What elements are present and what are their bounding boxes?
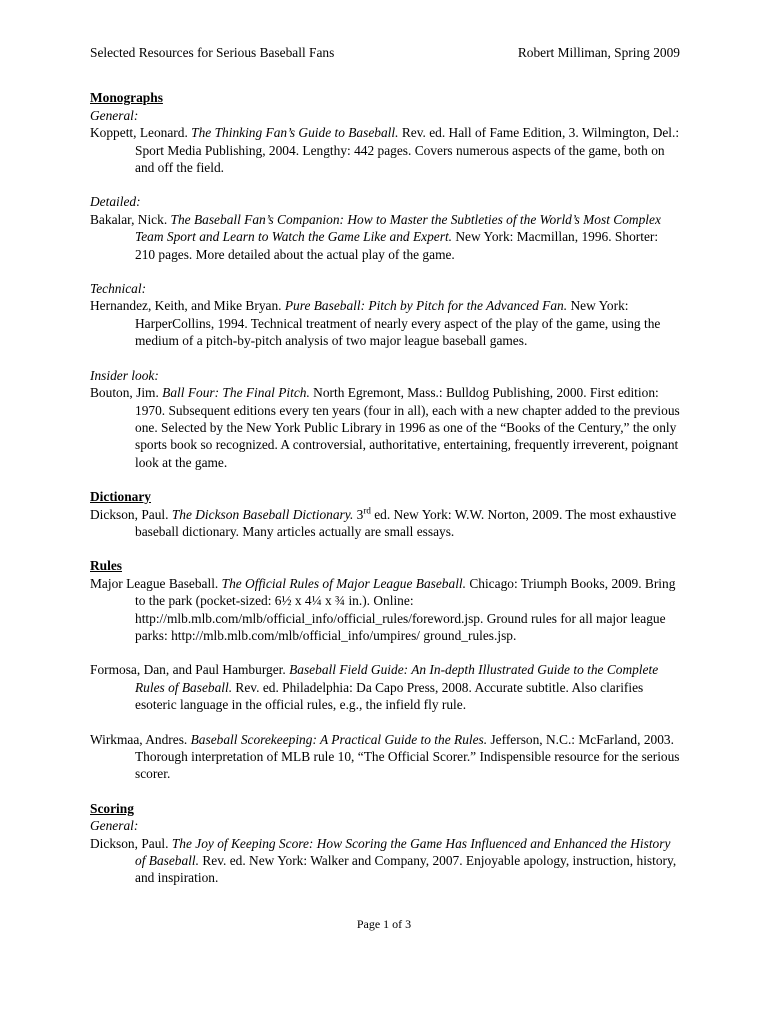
section-heading-rules: Rules (90, 558, 122, 574)
citation-details: Jefferson, N.C.: McFarland, 2003. Thorough interpretation of MLB rule 10, “The Official Scorer.” Indispensible resource for the serious scorer. (135, 731, 680, 782)
citation-details: North Egremont, Mass.: Bulldog Publishing, 2000. First edition: 1970. Subsequent editions every ten years (four in all), each with a new chapter added to the previous one. Selected by the New York Public Library in 1996 as one of the “Books of the Century,” the only sports book so recognized. A controversial, authoritative, entertaining, frequently irreverent, poignant look at the game. (135, 385, 680, 470)
citation-entry (90, 211, 680, 263)
section-heading-monographs: Monographs (90, 90, 163, 106)
citation-details: New York: Macmillan, 1996. Shorter: 210 pages. More detailed about the actual play of the game. (135, 229, 659, 262)
citation-author: Bakalar, Nick. (90, 211, 171, 227)
citation-author: Bouton, Jim. (90, 385, 163, 401)
citation-title: Baseball Scorekeeping: A Practical Guide to the Rules. (190, 731, 488, 747)
section-heading-scoring: Scoring (90, 800, 134, 816)
citation-title: The Joy of Keeping Score: How Scoring the Game Has Influenced and Enhanced the History of Baseball. (135, 835, 671, 869)
citation-title: Pure Baseball: Pitch by Pitch for the Advanced Fan. (284, 298, 568, 314)
citation-title: The Baseball Fan’s Companion: How to Master the Subtleties of the World’s Most Complex Team Sport and Learn to Watch the Game Like and Expert. (135, 211, 661, 245)
citation-details: ed. New York: W.W. Norton, 2009. The most exhaustive baseball dictionary. Many articles actually are small essays. (135, 506, 677, 539)
citation-title: The Official Rules of Major League Baseball. (221, 575, 466, 591)
citation-title: Ball Four: The Final Pitch. (162, 385, 310, 401)
header-author: Robert Milliman, Spring 2009 (517, 45, 680, 60)
page-header (90, 44, 680, 61)
citation-entry (90, 575, 680, 645)
citation-entry (90, 661, 680, 713)
citation-entry (90, 731, 680, 783)
citation-details: Rev. ed. New York: Walker and Company, 2007. Enjoyable apology, instruction, history, and inspiration. (135, 853, 677, 886)
page-number: Page 1 of 3 (356, 917, 412, 931)
citation-details: Rev. ed. Hall of Fame Edition, 3. Wilmington, Del.: Sport Media Publishing, 2004. Lengthy: 442 pages. Covers numerous aspects of the game, both on and off the field. (135, 125, 680, 176)
subheading-general: General: (90, 107, 139, 123)
edition-number: 3 (353, 506, 364, 522)
citation-details: New York: HarperCollins, 1994. Technical treatment of nearly every aspect of the play of the game, using the medium of a pitch-by-pitch analysis of two major league baseball games. (135, 298, 661, 349)
citation-author: Hernandez, Keith, and Mike Bryan. (90, 298, 285, 314)
citation-details: Rev. ed. Philadelphia: Da Capo Press, 2008. Accurate subtitle. Also clarifies esoteric language in the official rules, e.g., the infield fly rule. (135, 679, 644, 713)
subheading-technical: Technical: (90, 281, 147, 297)
citation-title: Baseball Field Guide: An In-depth Illustrated Guide to the Complete Rules of Baseball. (135, 662, 659, 695)
citation-entry (90, 506, 680, 541)
citation-author: Wirkmaa, Andres. (90, 731, 191, 747)
citation-details: Chicago: Triumph Books, 2009. Bring to the park (pocket-sized: 6½ x 4¼ x ¾ in.). Online: http://mlb.mlb.com/mlb/official_info/official_rules/foreword.jsp. Ground rules for all major league parks: http://mlb.mlb.com/mlb/official_info/umpires/ ground_rules.jsp. (135, 575, 676, 643)
section-heading-dictionary: Dictionary (90, 489, 151, 505)
citation-entry (90, 835, 680, 887)
citation-author: Major League Baseball. (90, 575, 222, 591)
citation-author: Formosa, Dan, and Paul Hamburger. (90, 662, 290, 678)
header-title: Selected Resources for Serious Baseball Fans (90, 45, 335, 60)
edition-ordinal: rd (363, 505, 371, 516)
document-page (90, 44, 680, 887)
citation-title: The Thinking Fan’s Guide to Baseball. (191, 125, 399, 141)
citation-author: Dickson, Paul. (90, 835, 172, 851)
citation-author: Koppett, Leonard. (90, 125, 192, 141)
citation-entry (90, 384, 680, 471)
citation-title: The Dickson Baseball Dictionary. (171, 506, 354, 522)
citation-entry (90, 297, 680, 349)
citation-author: Dickson, Paul. (90, 506, 172, 522)
subheading-detailed: Detailed: (90, 194, 141, 210)
subheading-insider-look: Insider look: (90, 367, 159, 383)
subheading-general: General: (90, 818, 139, 834)
citation-entry (90, 124, 680, 176)
